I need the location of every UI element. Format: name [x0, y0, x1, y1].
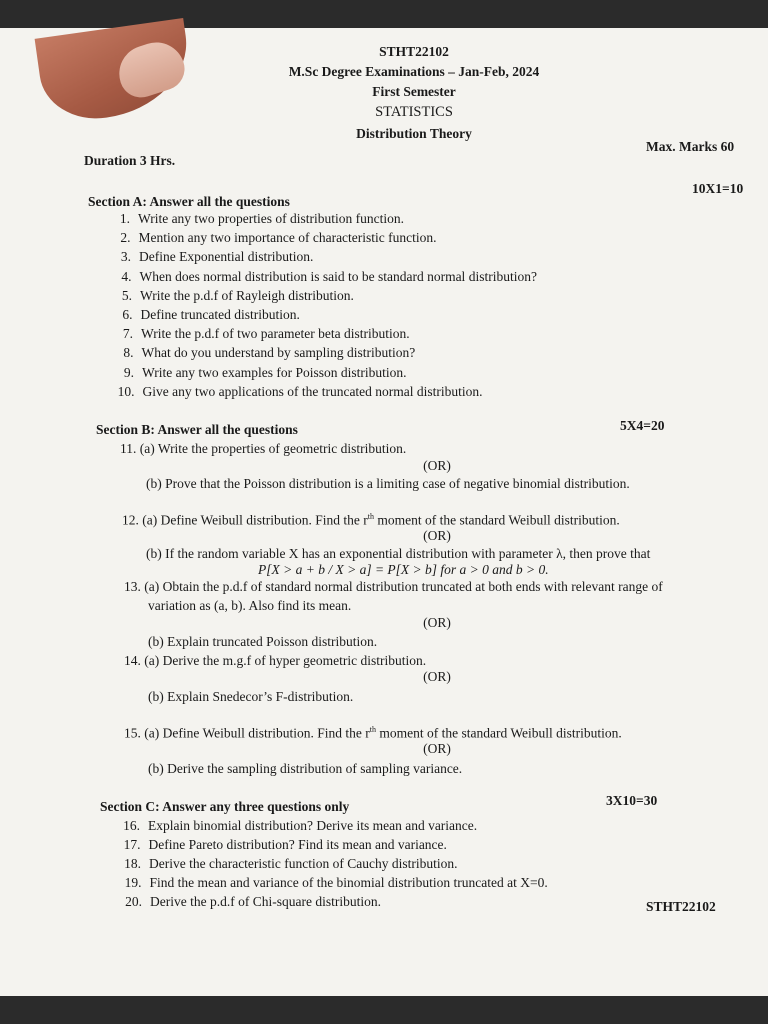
q14a: 14. (a) Derive the m.g.f of hyper geometric distribution. — [124, 653, 427, 668]
subject: STATISTICS — [375, 104, 453, 120]
list-item — [108, 288, 354, 304]
list-item — [111, 384, 483, 400]
or-12: (OR) — [423, 528, 451, 543]
section-c-marks: 3X10=30 — [606, 793, 658, 808]
or-14: (OR) — [423, 669, 451, 684]
section-a-title: Section A: Answer all the questions — [88, 194, 290, 209]
section-b-title: Section B: Answer all the questions — [96, 422, 298, 437]
question-text: Write the p.d.f of two parameter beta distribution. — [141, 326, 410, 342]
list-item — [109, 326, 410, 342]
list-item — [108, 269, 537, 285]
section-c-title: Section C: Answer any three questions only — [100, 799, 350, 814]
q12b-formula: P[X > a + b / X > a] = P[X > b] for a > 0 and b > 0. — [258, 562, 549, 577]
or-11: (OR) — [423, 458, 451, 473]
section-b-marks: 5X4=20 — [620, 418, 665, 433]
list-item — [107, 230, 437, 246]
question-number: 5. — [121, 287, 132, 303]
question-text: When does normal distribution is said to be standard normal distribution? — [139, 268, 537, 284]
question-number: 6. — [122, 307, 133, 322]
question-text: Give any two applications of the truncated normal distribution. — [142, 383, 483, 399]
q13b: (b) Explain truncated Poisson distribution. — [148, 634, 378, 649]
q11a: 11. (a) Write the properties of geometric distribution. — [120, 441, 407, 456]
q12a: 12. (a) Define Weibull distribution. Find the $r^{th}$ moment of the standard Weibull distribution. — [122, 512, 620, 528]
list-item — [117, 856, 458, 872]
question-text: Define Exponential distribution. — [139, 249, 314, 265]
list-item — [116, 818, 477, 834]
question-text: What do you understand by sampling distribution? — [141, 345, 416, 361]
course-code: STHT22102 — [379, 44, 449, 59]
question-number: 10. — [117, 383, 135, 399]
question-text: Define Pareto distribution? Find its mean and variance. — [148, 837, 447, 852]
q13a-line1: 13. (a) Obtain the p.d.f of standard normal distribution truncated at both ends with relevant range of — [124, 579, 663, 594]
q15b: (b) Derive the sampling distribution of sampling variance. — [148, 761, 463, 776]
question-text: Derive the characteristic function of Cauchy distribution. — [149, 856, 458, 871]
semester: First Semester — [372, 84, 456, 99]
question-number: 7. — [122, 326, 133, 342]
question-text: Write any two examples for Poisson distribution. — [142, 364, 407, 380]
duration: Duration 3 Hrs. — [84, 153, 176, 168]
question-number: 3. — [120, 249, 131, 265]
question-number: 20. — [125, 894, 142, 909]
list-item — [110, 345, 416, 361]
question-number: 9. — [123, 364, 134, 380]
q15a: 15. (a) Define Weibull distribution. Find the $r^{th}$ moment of the standard Weibull distribution. — [124, 725, 622, 741]
section-a-marks: 10X1=10 — [692, 181, 744, 196]
question-number: 8. — [123, 345, 134, 361]
q12b: (b) If the random variable X has an exponential distribution with parameter λ, then prove that — [146, 546, 651, 561]
footer-code: STHT22102 — [646, 899, 716, 914]
question-text: Write the p.d.f of Rayleigh distribution. — [140, 287, 354, 303]
question-text: Write any two properties of distribution function. — [138, 211, 405, 226]
list-item — [107, 249, 313, 265]
question-text: Define truncated distribution. — [140, 307, 300, 322]
question-number: 19. — [124, 875, 142, 890]
question-text: Derive the p.d.f of Chi-square distribution. — [150, 894, 381, 909]
max-marks: Max. Marks 60 — [646, 139, 735, 154]
question-text: Find the mean and variance of the binomial distribution truncated at X=0. — [149, 875, 548, 890]
list-item — [117, 837, 447, 853]
question-number: 18. — [124, 856, 141, 871]
question-number: 17. — [123, 837, 141, 852]
list-item — [118, 875, 548, 891]
question-text: Mention any two importance of characteristic function. — [138, 230, 437, 246]
question-number: 2. — [120, 230, 131, 246]
list-item — [118, 894, 381, 910]
paper-title: Distribution Theory — [356, 126, 472, 141]
list-item — [110, 365, 407, 381]
list-item — [106, 211, 404, 227]
question-number: 4. — [121, 268, 132, 284]
exam-title: M.Sc Degree Examinations – Jan-Feb, 2024 — [288, 64, 540, 79]
q13a-line2: variation as (a, b). Also find its mean. — [148, 598, 352, 613]
q14b: (b) Explain Snedecor’s F-distribution. — [148, 689, 354, 704]
question-number: 16. — [123, 818, 140, 833]
question-number: 1. — [119, 211, 130, 226]
q11b: (b) Prove that the Poisson distribution is a limiting case of negative binomial distribution. — [146, 476, 630, 491]
list-item — [109, 307, 300, 323]
or-13: (OR) — [423, 615, 451, 630]
question-text: Explain binomial distribution? Derive its mean and variance. — [148, 818, 478, 833]
or-15: (OR) — [423, 741, 451, 756]
